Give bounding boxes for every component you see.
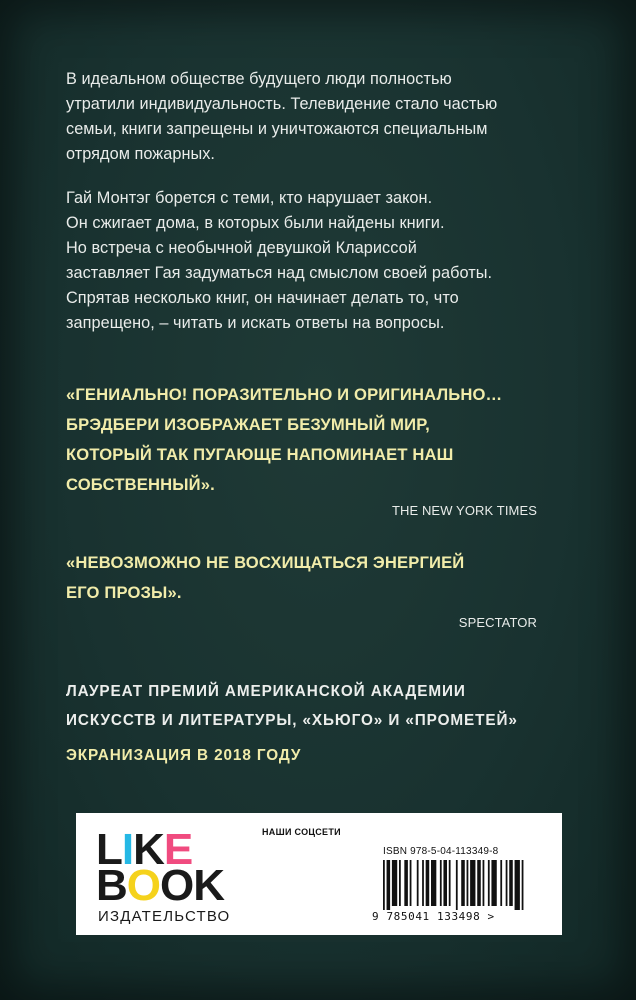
- logo-letter: K: [133, 825, 164, 874]
- quote-source-2: SPECTATOR: [458, 615, 537, 630]
- blurb-line: Но встреча с необычной девушкой Клариссой: [66, 239, 417, 257]
- barcode-bar: [515, 860, 520, 910]
- barcode-bar: [387, 860, 391, 910]
- barcode-bar: [431, 860, 436, 906]
- logo-subtitle: ИЗДАТЕЛЬСТВО: [98, 908, 231, 925]
- barcode-digits: 9 785041 133498 >: [372, 910, 495, 923]
- barcode-bar: [467, 860, 469, 906]
- barcode-bar: [522, 860, 524, 910]
- barcode-bar: [426, 860, 430, 906]
- logo-row-book: [96, 861, 225, 910]
- barcode-bar: [410, 860, 412, 906]
- barcode-bar: [383, 860, 385, 910]
- publisher-logo: [96, 825, 246, 928]
- barcode-bar: [488, 860, 490, 906]
- logo-letter: B: [96, 861, 127, 910]
- award-line: ЛАУРЕАТ ПРЕМИЙ АМЕРИКАНСКОЙ АКАДЕМИИ: [66, 683, 466, 700]
- screen-adaptation-note: ЭКРАНИЗАЦИЯ В 2018 ГОДУ: [66, 747, 302, 764]
- barcode-bar: [456, 860, 458, 910]
- logo-letter: O: [160, 861, 194, 910]
- blurb-line: В идеальном обществе будущего люди полностью: [66, 70, 452, 88]
- isbn-number: ISBN 978-5-04-113349-8: [383, 846, 499, 857]
- blurb-line: заставляет Гая задуматься над смыслом своей работы.: [66, 264, 493, 282]
- blurb-line: отрядом пожарных.: [66, 145, 216, 163]
- quote-line: БРЭДБЕРИ ИЗОБРАЖАЕТ БЕЗУМНЫЙ МИР,: [66, 415, 430, 434]
- logo-letter: K: [193, 861, 225, 910]
- quote-line: СОБСТВЕННЫЙ».: [66, 475, 215, 494]
- quote-source-1: THE NEW YORK TIMES: [391, 503, 537, 518]
- review-quote-2: [66, 548, 566, 608]
- blurb-line: семьи, книги запрещены и уничтожаются специальным: [66, 120, 488, 138]
- barcode-bar: [449, 860, 451, 906]
- review-quote-1: [66, 380, 566, 500]
- barcode-bar: [399, 860, 401, 906]
- barcode-bar: [491, 860, 496, 906]
- publisher-panel: [76, 813, 562, 935]
- barcode: [383, 860, 527, 910]
- logo-letter: L: [96, 825, 122, 874]
- logo-letter: E: [163, 825, 193, 874]
- barcode-bar: [483, 860, 485, 906]
- barcode-bar: [506, 860, 508, 906]
- barcode-bar: [461, 860, 465, 906]
- barcode-bar: [422, 860, 424, 906]
- award-statement: [66, 677, 576, 735]
- quote-line: «ГЕНИАЛЬНО! ПОРАЗИТЕЛЬНО И ОРИГИНАЛЬНО…: [66, 385, 503, 404]
- barcode-bar: [477, 860, 481, 906]
- award-line: ИСКУССТВ И ЛИТЕРАТУРЫ, «ХЬЮГО» И «ПРОМЕТЕЙ»: [66, 712, 518, 729]
- blurb-line: утратили индивидуальность. Телевидение стало частью: [66, 95, 498, 113]
- logo-letter: O: [126, 861, 161, 910]
- blurb-paragraph-2: [66, 186, 566, 336]
- blurb-line: Спрятав несколько книг, он начинает делать то, что: [66, 289, 459, 307]
- blurb-paragraph-1: [66, 67, 566, 167]
- logo-letter: I: [121, 825, 134, 874]
- barcode-bar: [470, 860, 475, 906]
- barcode-bar: [392, 860, 397, 906]
- blurb-line: Он сжигает дома, в которых были найдены книги.: [66, 214, 445, 232]
- barcode-bar: [443, 860, 447, 906]
- blurb-line: Гай Монтэг борется с теми, кто нарушает закон.: [66, 189, 433, 207]
- barcode-bar: [440, 860, 442, 906]
- barcode-bar: [500, 860, 502, 906]
- barcode-bar: [509, 860, 513, 906]
- barcode-bar: [404, 860, 408, 906]
- quote-line: ЕГО ПРОЗЫ».: [66, 583, 182, 602]
- social-networks-label: НАШИ СОЦСЕТИ: [262, 827, 341, 837]
- quote-line: КОТОРЫЙ ТАК ПУГАЮЩЕ НАПОМИНАЕТ НАШ: [66, 445, 454, 464]
- blurb-line: запрещено, – читать и искать ответы на вопросы.: [66, 314, 445, 332]
- quote-line: «НЕВОЗМОЖНО НЕ ВОСХИЩАТЬСЯ ЭНЕРГИЕЙ: [66, 553, 465, 572]
- barcode-bar: [417, 860, 419, 906]
